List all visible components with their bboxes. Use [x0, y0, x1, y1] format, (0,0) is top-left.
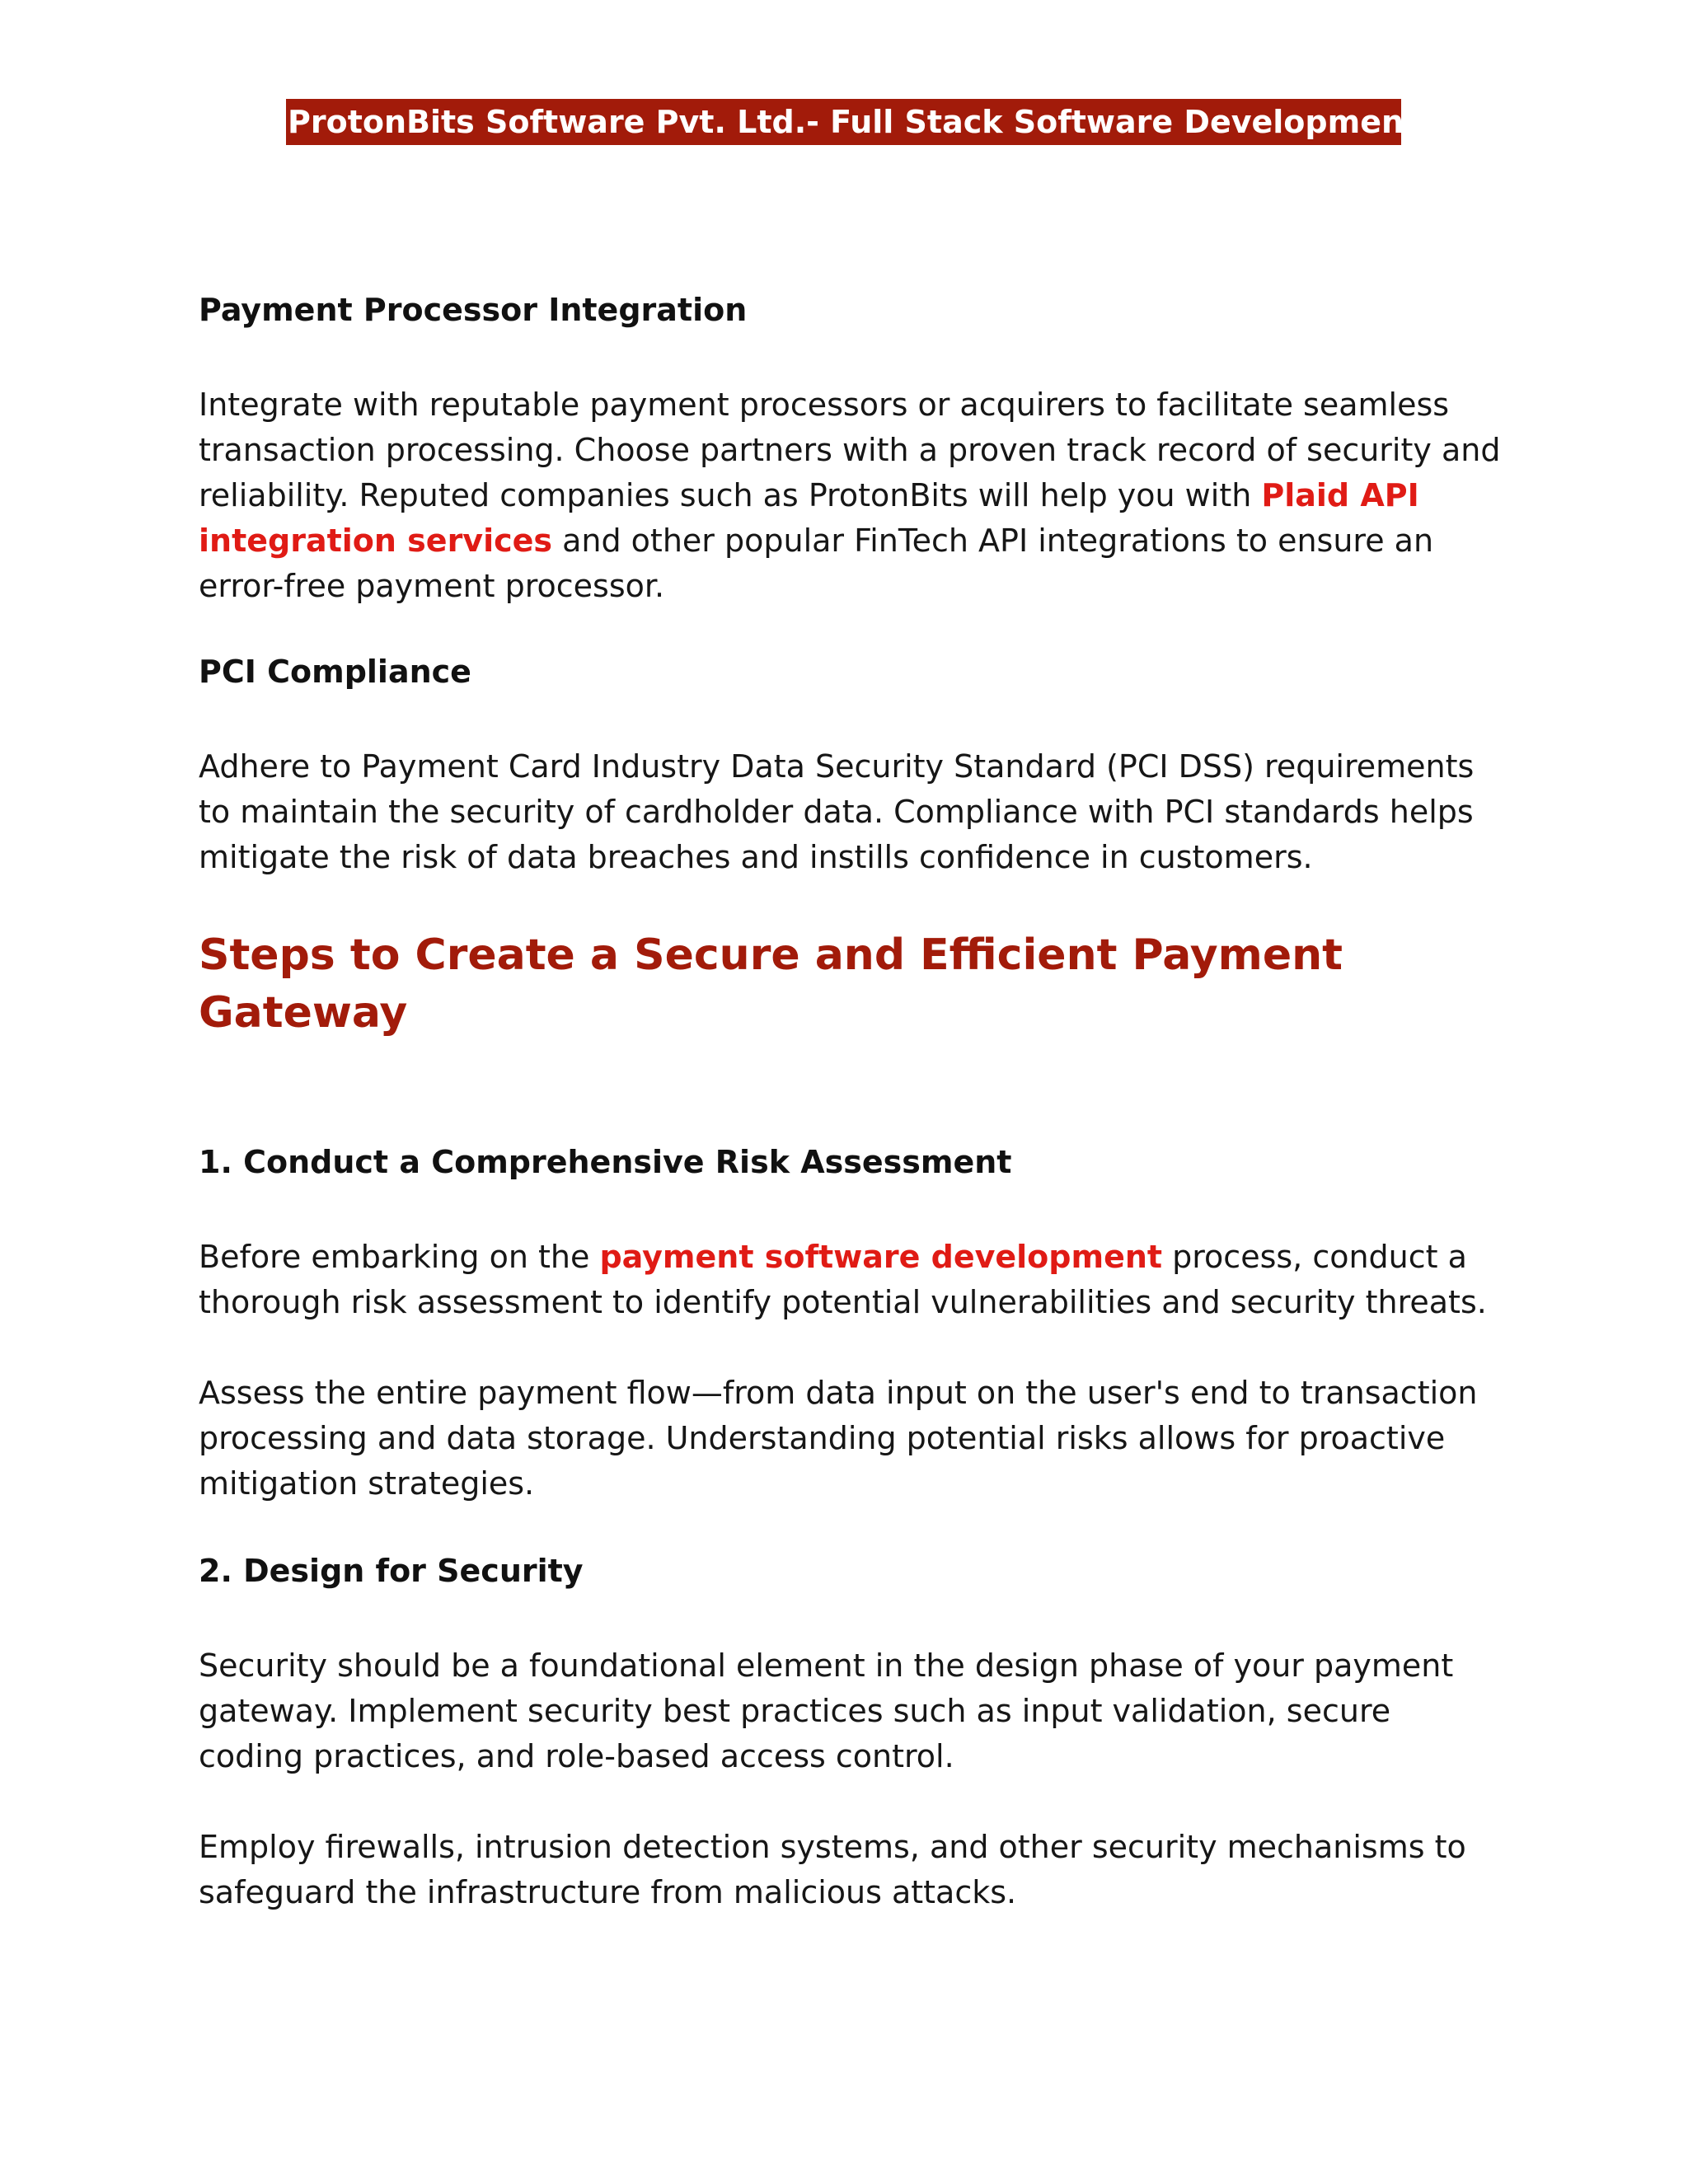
step1-heading: 1. Conduct a Comprehensive Risk Assessment: [199, 1144, 1012, 1180]
paragraph-text: and other popular FinTech API integrations to ensure an error-free payment processor.: [199, 523, 1434, 604]
steps-section-heading: Steps to Create a Secure and Efficient Payment Gateway: [199, 930, 1343, 1038]
step2-heading: 2. Design for Security: [199, 1553, 584, 1589]
payment-processor-paragraph: [199, 382, 1501, 609]
paragraph-text: Integrate with reputable payment processors or acquirers to facilitate seamless transaction processing. Choose partners with a proven track record of security and reliability. Reputed companies such as ProtonBits will help you with: [199, 387, 1501, 513]
step2-paragraph-2: Employ firewalls, intrusion detection systems, and other security mechanisms to safeguard the infrastructure from malicious attacks.: [199, 1829, 1466, 1910]
pci-paragraph: Adhere to Payment Card Industry Data Security Standard (PCI DSS) requirements to maintain the security of cardholder data. Compliance with PCI standards helps mitigate the risk of data breaches and instills confidence in customers.: [199, 748, 1475, 875]
step1-paragraph-1: [199, 1235, 1501, 1325]
payment-processor-heading: Payment Processor Integration: [199, 292, 748, 328]
header-title: ProtonBits Software Pvt. Ltd.- Full Stack Software Development: [288, 104, 1419, 140]
pci-compliance-heading: PCI Compliance: [199, 654, 471, 690]
paragraph-text: Before embarking on the: [199, 1239, 600, 1275]
step2-paragraph-1: Security should be a foundational element in the design phase of your payment gateway. Implement security best practices such as input validation, secure coding practices, and role-based access control.: [199, 1647, 1454, 1774]
plaid-api-link[interactable]: Plaid API integration services: [199, 477, 1419, 559]
document-header: [286, 99, 1542, 145]
document-body: [199, 287, 1501, 1915]
payment-software-development-link[interactable]: payment software development: [599, 1239, 1163, 1275]
step1-paragraph-2: Assess the entire payment flow—from data input on the user's end to transaction processing and data storage. Understanding potential risks allows for proactive mitigation strategies.: [199, 1375, 1478, 1502]
paragraph-text: process, conduct a thorough risk assessment to identify potential vulnerabilities and security threats.: [199, 1239, 1487, 1320]
header-year: 2024: [1455, 104, 1542, 140]
